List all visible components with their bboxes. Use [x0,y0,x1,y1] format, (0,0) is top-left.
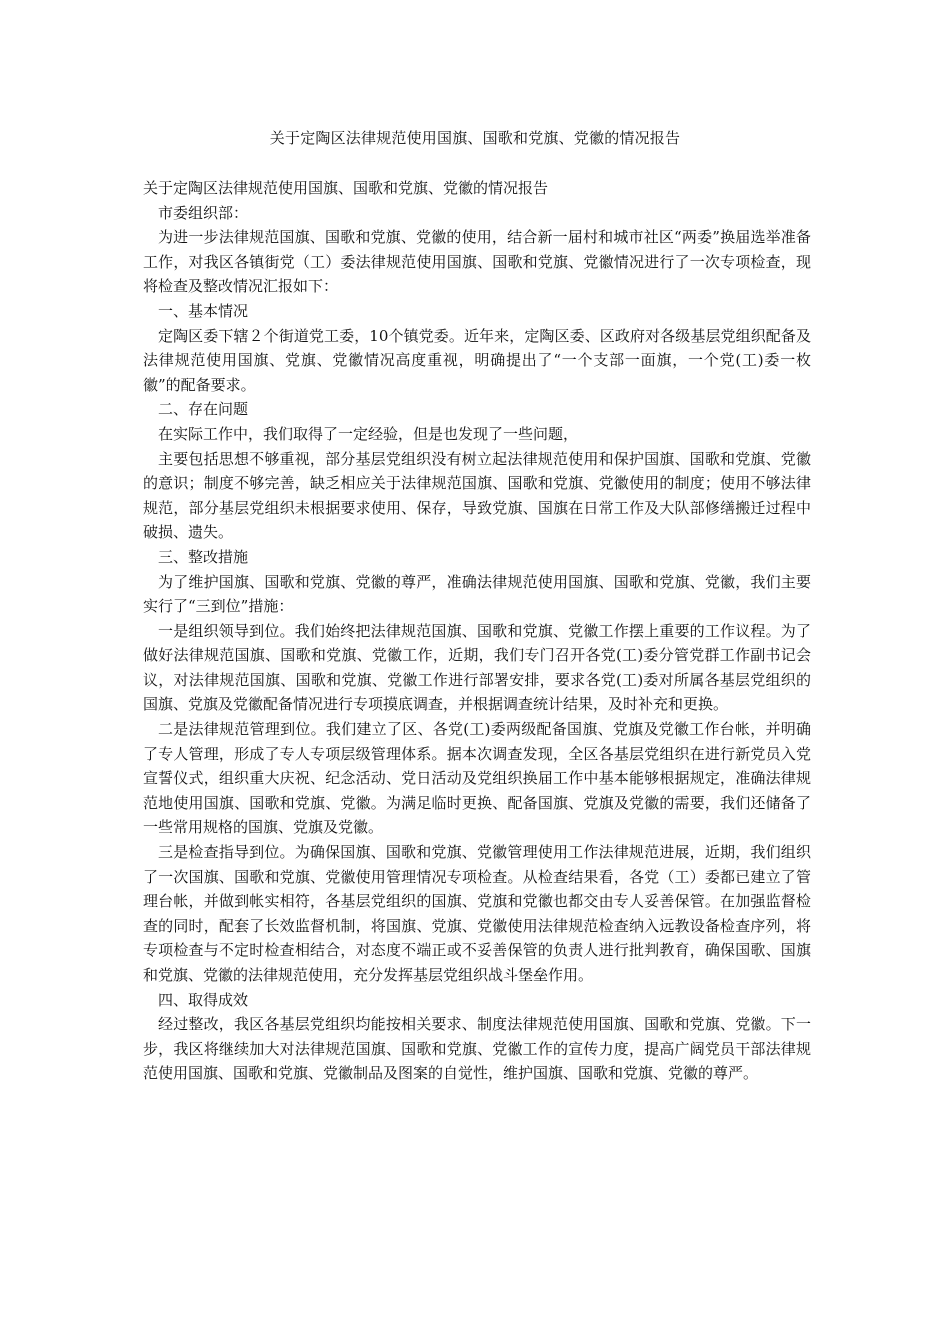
basic-situation-paragraph: 定陶区委下辖２个街道党工委，10个镇党委。近年来，定陶区委、区政府对各级基层党组织配备及法律规范使用国旗、党旗、党徽情况高度重视，明确提出了“一个支部一面旗，一个党(工)委一枚徽”的配备要求。 [143,326,811,394]
measures-intro-paragraph: 为了维护国旗、国歌和党旗、党徽的尊严，准确法律规范使用国旗、国歌和党旗、党徽，我们主要实行了“三到位”措施： [143,572,811,616]
section-heading-measures: 三、整改措施 [158,547,249,566]
intro-paragraph: 为进一步法律规范国旗、国歌和党旗、党徽的使用，结合新一届村和城市社区“两委”换届选举准备工作，对我区各镇街党（工）委法律规范使用国旗、国歌和党旗、党徽情况进行了一次专项检查，现将检查及整改情况汇报如下： [143,228,811,296]
section-heading-results: 四、取得成效 [158,990,249,1009]
section-heading-basic: 一、基本情况 [158,301,249,320]
document-title: 关于定陶区法律规范使用国旗、国歌和党旗、党徽的情况报告 [269,129,681,147]
section-heading-problems: 二、存在问题 [158,400,249,419]
measure-three-paragraph: 三是检查指导到位。为确保国旗、国歌和党旗、党徽管理使用工作法律规范进展，近期，我们组织了一次国旗、国歌和党旗、党徽使用管理情况专项检查。从检查结果看，各党（工）委都已建立了管理台帐，并做到帐实相符，各基层党组织的国旗、党旗和党徽也都交由专人妥善保管。在加强监督检查的同时，配套了长效监督机制，将国旗、党旗、党徽使用法律规范检查纳入远教设备检查序列，将专项检查与不定时检查相结合，对态度不端正或不妥善保管的负责人进行批判教育，确保国歌、国旗和党旗、党徽的法律规范使用，充分发挥基层党组织战斗堡垒作用。 [143,843,811,984]
results-paragraph: 经过整改，我区各基层党组织均能按相关要求、制度法律规范使用国旗、国歌和党旗、党徽。下一步，我区将继续加大对法律规范国旗、国歌和党旗、党徽工作的宣传力度，提高广阔党员干部法律规范使用国旗、国歌和党旗、党徽制品及图案的自觉性，维护国旗、国歌和党旗、党徽的尊严。 [143,1015,811,1083]
measure-two-paragraph: 二是法律规范管理到位。我们建立了区、各党(工)委两级配备国旗、党旗及党徽工作台帐，并明确了专人管理，形成了专人专项层级管理体系。据本次调查发现，全区各基层党组织在进行新党员入党宣誓仪式，组织重大庆祝、纪念活动、党日活动及党组织换届工作中基本能够根据规定，准确法律规范地使用国旗、国歌和党旗、党徽。为满足临时更换、配备国旗、党旗及党徽的需要，我们还储备了一些常用规格的国旗、党旗及党徽。 [143,720,811,837]
report-heading-line: 关于定陶区法律规范使用国旗、国歌和党旗、党徽的情况报告 [143,179,549,197]
problems-detail-paragraph: 主要包括思想不够重视，部分基层党组织没有树立起法律规范使用和保护国旗、国歌和党旗、党徽的意识；制度不够完善，缺乏相应关于法律规范国旗、国歌和党旗、党徽使用的制度；使用不够法律规范，部分基层党组织未根据要求使用、保存，导致党旗、国旗在日常工作及大队部修缮搬迁过程中破损、遗失。 [143,449,811,542]
problems-intro-paragraph: 在实际工作中，我们取得了一定经验，但是也发现了一些问题， [158,424,579,443]
recipient-line: 市委组织部： [158,203,249,222]
document-body [143,176,811,1086]
measure-one-paragraph: 一是组织领导到位。我们始终把法律规范国旗、国歌和党旗、党徽工作摆上重要的工作议程。为了做好法律规范国旗、国歌和党旗、党徽工作，近期，我们专门召开各党(工)委分管党群工作副书记会议，对法律规范国旗、国歌和党旗、党徽工作进行部署安排，要求各党(工)委对所属各基层党组织的国旗、党旗及党徽配备情况进行专项摸底调查，并根据调查统计结果，及时补充和更换。 [143,621,811,714]
